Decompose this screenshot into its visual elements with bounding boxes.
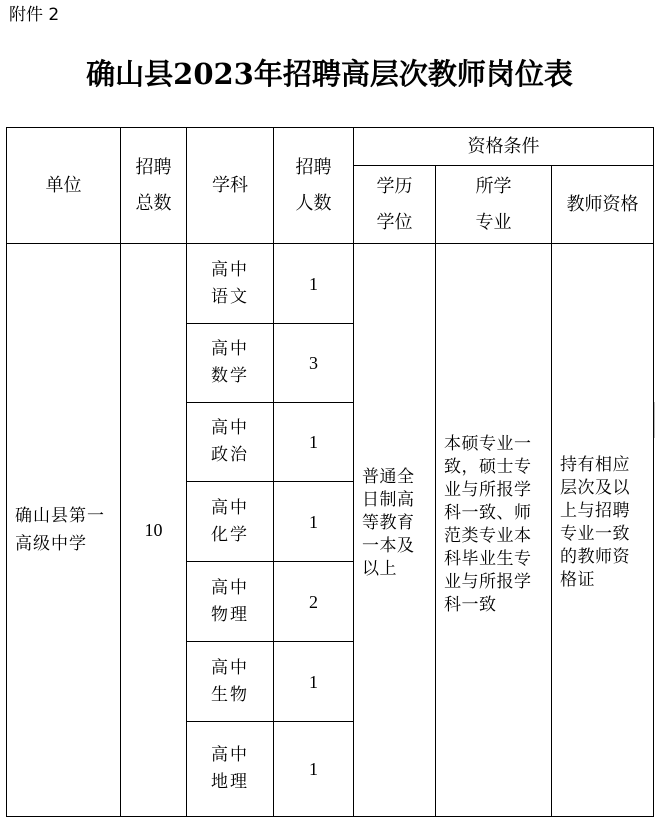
attachment-label: 附件 2 <box>9 5 60 25</box>
header-qualifications <box>354 128 653 165</box>
count-cell <box>274 244 353 323</box>
header-subject-label: 学科 <box>212 174 248 196</box>
header-unit-label: 单位 <box>45 174 82 196</box>
subject-line1: 高中 <box>211 339 249 359</box>
document-title: 确山县2023年招聘高层次教师岗位表 <box>86 57 573 91</box>
count-cell <box>274 562 353 641</box>
total-value: 10 <box>144 520 163 540</box>
total-cell <box>121 244 186 816</box>
table-row <box>187 244 273 323</box>
count-cell <box>274 642 353 721</box>
header-total-line2: 总数 <box>135 192 172 214</box>
education-req-cell <box>354 244 435 816</box>
count-cell <box>274 403 353 481</box>
count-value: 1 <box>309 432 318 452</box>
subject-line2: 语文 <box>211 286 249 307</box>
table-row <box>187 324 273 402</box>
header-education-line2: 学位 <box>376 211 413 233</box>
table-row <box>187 562 273 641</box>
count-value: 1 <box>309 671 318 692</box>
subject-line1: 高中 <box>211 259 249 280</box>
subject-line2: 物理 <box>211 604 249 625</box>
subject-line2: 政治 <box>211 445 249 465</box>
header-education-line1: 学历 <box>376 175 413 197</box>
count-value: 1 <box>309 759 318 779</box>
major-req: 本硕专业一致，硕士专业与所报学科一致、师范类专业本科毕业生专业与所报学科一致 <box>444 434 532 615</box>
header-subject <box>187 128 273 243</box>
count-value: 3 <box>309 353 318 373</box>
table-row <box>187 403 273 481</box>
header-total-line1: 招聘 <box>135 156 172 178</box>
unit-name-cell <box>7 244 120 816</box>
header-major-line1: 所学 <box>475 175 512 197</box>
cert-req: 持有相应层次及以上与招聘专业一致的教师资格证 <box>560 455 630 590</box>
education-req: 普通全日制高等教育一本及以上 <box>362 466 415 579</box>
header-count <box>274 128 353 243</box>
table-row <box>187 722 273 816</box>
count-value: 2 <box>309 591 318 612</box>
header-major-line2: 专业 <box>475 211 512 233</box>
table-row <box>187 482 273 561</box>
table-row <box>187 642 273 721</box>
header-major <box>436 166 551 243</box>
header-teacher-cert <box>552 166 653 243</box>
page-edge-marker <box>654 402 659 438</box>
subject-line1: 高中 <box>211 418 249 438</box>
header-count-line1: 招聘 <box>295 156 332 178</box>
subject-line1: 高中 <box>211 745 249 765</box>
header-education <box>354 166 435 243</box>
subject-line2: 生物 <box>211 684 249 705</box>
count-cell <box>274 324 353 402</box>
count-cell <box>274 482 353 561</box>
count-value: 1 <box>309 273 318 294</box>
header-total <box>121 128 186 243</box>
table-border-bottom <box>6 816 654 817</box>
count-cell <box>274 722 353 816</box>
count-value: 1 <box>309 511 318 532</box>
table-border-right <box>653 127 654 817</box>
subject-line2: 数学 <box>211 366 249 386</box>
header-unit <box>7 128 120 243</box>
subject-line2: 地理 <box>211 772 249 792</box>
subject-line2: 化学 <box>211 524 249 545</box>
subject-line1: 高中 <box>211 497 249 518</box>
header-count-line2: 人数 <box>295 192 332 214</box>
cert-req-cell <box>552 244 653 816</box>
header-teacher-cert-label: 教师资格 <box>566 193 639 215</box>
major-req-cell <box>436 244 551 816</box>
subject-line1: 高中 <box>211 657 249 678</box>
unit-name: 确山县第一高级中学 <box>15 506 105 554</box>
subject-line1: 高中 <box>211 577 249 598</box>
header-qualifications-label: 资格条件 <box>467 135 540 157</box>
